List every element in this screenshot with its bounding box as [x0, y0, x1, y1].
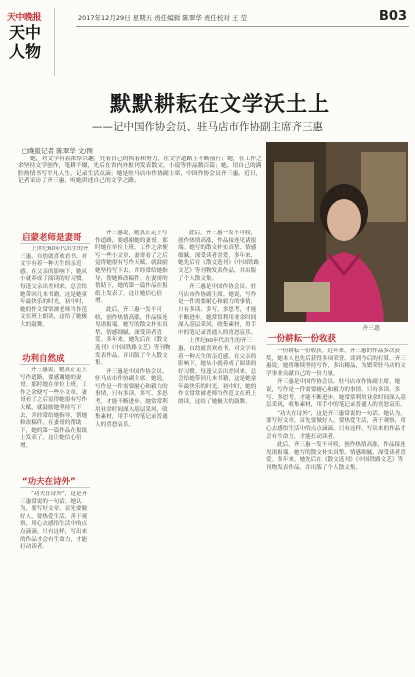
column-1b — [20, 367, 90, 467]
paragraph: “功夫在诗外”，这是齐三惠常说的一句话。她认为，要写好文章，首先要做好人，要热爱生活，善于观察，用心去感悟生活中的点点滴滴。只有这样，写出来的作品才会有生命力，才能打动读者。 — [266, 410, 406, 440]
section-rule — [20, 243, 90, 244]
section-heading-1: 启蒙老师是妻哥 — [22, 233, 82, 243]
paragraph: 一份耕耘一份收获。近年来，齐三惠的作品多次获奖，她本人也先后获得多项荣誉。谈到今后的打算，齐三惠说，她将继续坚持写作，多出精品，为繁荣驻马店的文学事业贡献自己的一份力量。 — [266, 348, 406, 377]
section-rule — [20, 364, 90, 365]
paragraph: 此后，齐三惠一发不可收，创作热情高涨，作品接连见诸报端。她写的散文朴实真挚、情感细腻，深受读者喜爱。多年来，她先后在《散文选刊》《中国铁路文艺》等刊物发表作品，并出版了个人散文集。 — [178, 230, 260, 282]
column-1c — [20, 491, 90, 671]
paragraph: 此后，齐三惠一发不可收，创作热情高涨，作品接连见诸报端。她写的散文朴实真挚、情感细腻，深受读者喜爱。多年来，她先后在《散文选刊》《中国铁路文艺》等刊物发表作品，并出版了个人散文集。 — [95, 306, 171, 367]
paper-name: 天中晚报 — [7, 13, 42, 23]
paragraph: “功夫在诗外”，这是齐三惠常说的一句话。她认为，要写好文章，首先要做好人，要热爱生活，善于观察，用心去感悟生活中的点点滴滴。只有这样，写出来的作品才会有生命力，才能打动读者。 — [20, 491, 88, 551]
paragraph: 齐三惠说，她真正走上写作道路，要感谢她的妻哥。那时她在单位上班，工作之余便写一些小文章，妻哥看了之后觉得她很有写作天赋，就鼓励她坚持写下去，并经常给她指导，帮她修改稿件。在妻哥的帮助下，她的第一篇作品在报纸上发表了，这让她信心倍增。 — [95, 230, 168, 305]
paragraph: 此后，齐三惠一发不可收，创作热情高涨，作品接连见诸报端。她写的散文朴实真挚、情感细腻，深受读者喜爱。多年来，她先后在《散文选刊》《中国铁路文艺》等刊物发表作品，并出版了个人散文集。 — [266, 442, 406, 471]
header-rule — [76, 26, 409, 27]
column-4 — [266, 348, 408, 670]
column-2 — [95, 230, 173, 670]
lead-box — [18, 156, 263, 222]
section-name: 天中人物 — [9, 23, 42, 61]
portrait-illustration — [266, 142, 408, 322]
section-rule — [266, 344, 408, 345]
byline: □晚报记者 陈翠华 文/图 — [22, 147, 93, 155]
lead-paragraph: 她，对文学有着浓厚兴趣，凭着自己的执着和努力，在文学道路上不断前行；她，在工作之余坚持文学创作，笔耕不辍，先后在省内外报刊发表散文、小说等作品数百篇；她，用自己的满腔热情书写平凡人生，记录生活点滴；她是驻马店市作协副主席、中国作协会员齐三惠。近日，记者采访了齐三惠，听她讲述自己的文学之路。 — [18, 156, 262, 185]
paragraph: 齐三惠说，她真正走上写作道路，要感谢她的妻哥。那时她在单位上班，工作之余便写一些小文章，妻哥看了之后觉得她很有写作天赋，就鼓励她坚持写下去，并经常给她指导，帮她修改稿件。在妻哥的帮助下，她的第一篇作品在报纸上发表了，这让她信心倍增。 — [20, 367, 88, 449]
section-rule — [20, 487, 90, 488]
paragraph: 上世纪60年代出生的齐三惠，自幼就喜欢看书，对文字有着一种天生的亲近感。在父亲的影响下，她从小就养成了阅读的好习惯。每逢父亲出差回来，总会给她带回几本书籍，这是她童年最快乐的时光。初中时，她的作文常常被老师当作范文在班上朗读，这给了她极大的鼓舞。 — [20, 246, 89, 328]
article-subtitle: ——记中国作协会员、驻马店市作协副主席齐三惠 — [92, 121, 323, 133]
photo-caption: 齐三惠 — [362, 325, 381, 332]
article-title: 默默耕耘在文学沃土上 — [110, 92, 330, 116]
portrait-photo — [266, 142, 408, 322]
paragraph: 齐三惠是中国作协会员、驻马店市作协副主席。她说，写作是一件需要耐心和毅力的事情，只有多读、多写、多思考，才能不断进步。她常常利用业余时间深入基层采风，收集素材，用手中的笔记录普通人的喜怒哀乐。 — [178, 284, 257, 336]
date-line: 2017年12月29日 星期五 责任编辑 陈翠华 责任校对 王 莹 — [78, 14, 247, 22]
masthead — [4, 8, 55, 76]
paragraph: 齐三惠是中国作协会员、驻马店市作协副主席。她说，写作是一件需要耐心和毅力的事情，只有多读、多写、多思考，才能不断进步。她常常利用业余时间深入基层采风，收集素材，用手中的笔记录普通人的喜怒哀乐。 — [95, 368, 168, 428]
paragraph: 齐三惠是中国作协会员、驻马店市作协副主席。她说，写作是一件需要耐心和毅力的事情，只有多读、多写、多思考，才能不断进步。她常常利用业余时间深入基层采风，收集素材，用手中的笔记录普通人的喜怒哀乐。 — [266, 379, 406, 409]
section-heading-4: 一份耕耘一份收获 — [268, 334, 337, 344]
section-heading-2: 功利自然成 — [22, 354, 65, 364]
column-3 — [178, 230, 260, 670]
page-number: B03 — [379, 9, 407, 24]
section-heading-3: “功夫在诗外” — [22, 477, 76, 487]
column-1 — [20, 246, 90, 346]
paragraph: 上世纪60年代出生的齐三惠，自幼就喜欢看书，对文字有着一种天生的亲近感。在父亲的影响下，她从小就养成了阅读的好习惯。每逢父亲出差回来，总会给她带回几本书籍，这是她童年最快乐的时光。初中时，她的作文常常被老师当作范文在班上朗读，这给了她极大的鼓舞。 — [178, 338, 257, 406]
